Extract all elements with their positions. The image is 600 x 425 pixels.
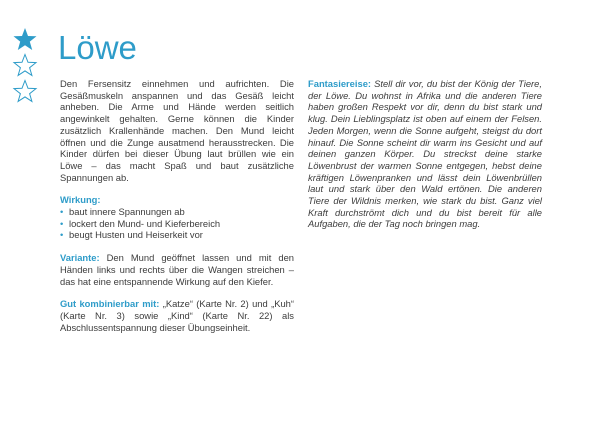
effect-list (60, 206, 294, 241)
difficulty-rating (12, 26, 42, 104)
fantasy-journey-paragraph (308, 78, 542, 230)
fantasy-journey-column (308, 78, 542, 241)
instructions-column (60, 78, 294, 344)
effect-heading: Wirkung: (60, 194, 101, 206)
variant-paragraph (60, 252, 294, 287)
star-filled-icon (12, 26, 38, 52)
star-outline-icon (12, 52, 38, 78)
list-item: • beugt Husten und Heiserkeit vor (60, 229, 294, 241)
list-item: • lockert den Mund- und Kieferbereich (60, 218, 294, 230)
page-title: Löwe (58, 29, 137, 66)
list-item: • baut innere Spannungen ab (60, 206, 294, 218)
fantasy-journey-text: Stell dir vor, du bist der König der Tiere, der Löwe. Du wohnst in Afrika und die anderen Tiere haben großen Respekt vor dir, denn du bist stark und klug. Dein Lieblingsplatz ist oben auf einem der Felsen. Jeden Morgen, wenn die Sonne aufgeht, steigst du dort hinauf. Die Sonne scheint dir warm ins Gesicht und auf deinen ganzen Körper. Du streckst deine starke Löwenbrust der warmen Sonne entgegen, hebst deine kräftigen Löwenpranken und lässt dein Löwenbrüllen laut und stark über den Wald ertönen. Die anderen Tiere der Wildnis merken, wie stark du bist. Ganz viel Kraft durchströmt dich und du bist bereit für alle Aufgaben, die der Tag noch bringen mag. (308, 78, 542, 230)
combination-text: „Katze“ (Karte Nr. 2) und „Kuh“ (Karte Nr. 3) sowie „Kind“ (Karte Nr. 22) als Abschlussentspannung dieser Übungseinheit. (60, 298, 294, 333)
combination-label: Gut kombinierbar mit: (60, 298, 160, 310)
star-outline-icon (12, 78, 38, 104)
variant-label: Variante: (60, 252, 100, 264)
variant-text: Den Mund geöffnet lassen und mit den Händen links und rechts über die Wangen streichen – das hat eine entspannende Wirkung auf den Kiefer. (60, 252, 295, 287)
combination-paragraph (60, 298, 294, 333)
instructions-text: Den Fersensitz einnehmen und aufrichten. Die Gesäßmuskeln anspannen und das Gesäß leicht anheben. Die Arme und Hände werden seitlich angewinkelt gehalten. Gerne können die Kinder zusätzlich Krallenhände machen. Den Mund leicht öffnen und die Zunge ausatmend herausstrecken. Die Kinder dürfen bei dieser Übung laut brüllen wie ein Löwe – das macht Spaß und baut zusätzliche Spannungen ab. (60, 78, 294, 183)
fantasy-journey-label: Fantasiereise: (308, 78, 372, 89)
